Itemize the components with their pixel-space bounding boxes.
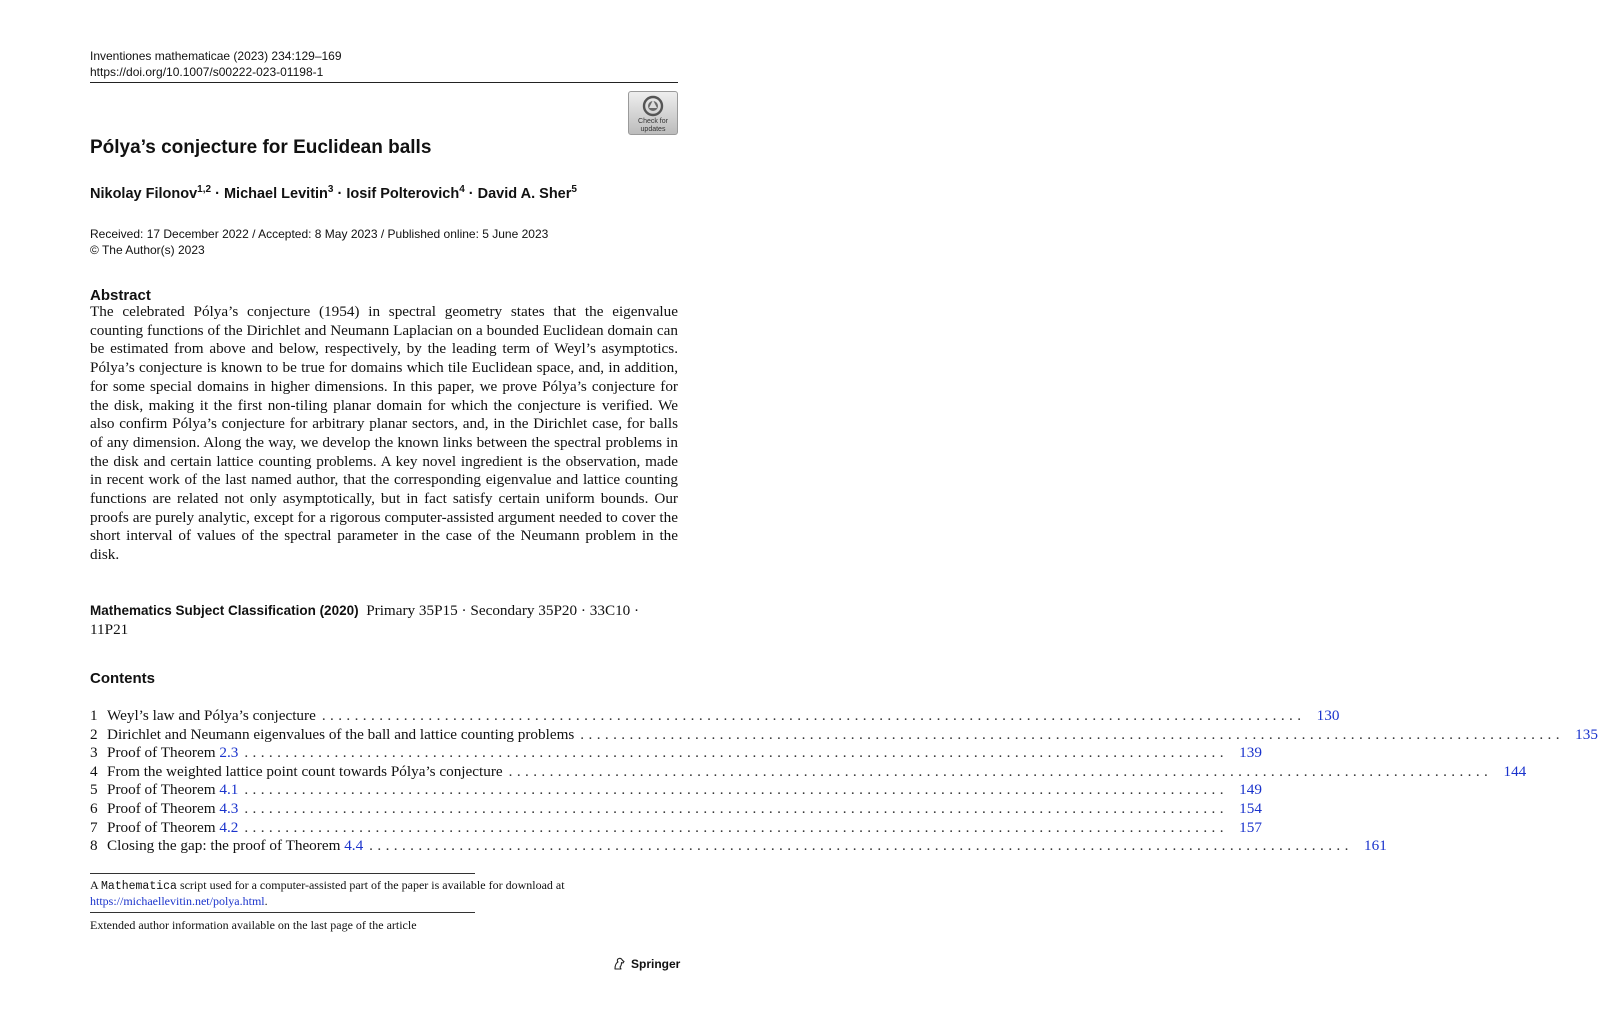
copyright-line: © The Author(s) 2023	[90, 243, 205, 257]
toc-title-text: Proof of Theorem	[107, 818, 220, 836]
toc-leader-dots: ........................................................................................................................	[244, 781, 1228, 799]
toc-number: 7	[90, 818, 98, 836]
toc-title-text: Dirichlet and Neumann eigenvalues of the ball and lattice counting problems	[107, 725, 575, 743]
toc-leader-dots: ........................................................................................................................	[369, 837, 1353, 855]
publication-dates	[90, 226, 548, 258]
theorem-ref-link[interactable]: 4.3	[219, 799, 239, 817]
springer-horse-icon	[612, 957, 626, 971]
toc-page-link[interactable]: 139	[1239, 744, 1262, 762]
theorem-ref-link[interactable]: 2.3	[219, 744, 239, 762]
author-name[interactable]: David A. Sher	[477, 185, 572, 202]
doi-link[interactable]: https://doi.org/10.1007/s00222-023-01198-1	[90, 65, 324, 79]
footnote-prefix: A	[90, 878, 102, 892]
toc-page-link[interactable]: 157	[1239, 818, 1262, 836]
toc-number: 1	[90, 707, 98, 724]
toc-title	[107, 819, 238, 838]
toc-title-text: Proof of Theorem	[107, 744, 220, 762]
toc-number: 5	[90, 781, 98, 799]
badge-label-2: updates	[640, 126, 666, 133]
toc-leader-dots: ........................................................................................................................	[244, 818, 1228, 836]
toc-page-link[interactable]: 154	[1239, 799, 1262, 817]
author-affiliation: 3	[327, 184, 334, 195]
toc-title	[107, 837, 363, 856]
subject-classification	[90, 601, 678, 639]
toc-number: 6	[90, 799, 98, 817]
paper-title: Pólya’s conjecture for Euclidean balls	[90, 137, 432, 158]
author-name[interactable]: Michael Levitin	[223, 185, 328, 202]
author-affiliation: 1,2	[197, 184, 212, 195]
toc-page-link[interactable]: 144	[1503, 762, 1527, 780]
author-name[interactable]: Nikolay Filonov	[90, 185, 198, 202]
author-list	[90, 184, 577, 202]
toc-title-text: Proof of Theorem	[107, 781, 220, 799]
author-separator: ·	[464, 185, 478, 202]
author-name[interactable]: Iosif Polterovich	[346, 185, 460, 202]
toc-page-link[interactable]: 130	[1316, 707, 1340, 724]
toc-number: 2	[90, 725, 98, 743]
toc-leader-dots: ........................................................................................................................	[321, 707, 1306, 724]
theorem-ref-link[interactable]: 4.4	[344, 837, 364, 855]
journal-citation: Inventiones mathematicae (2023) 234:129–169	[90, 49, 342, 63]
toc-title	[107, 781, 238, 800]
history-line: Received: 17 December 2022 / Accepted: 8 May 2023 / Published online: 5 June 2023	[90, 227, 549, 241]
toc-title	[107, 726, 574, 745]
toc-page-link[interactable]: 135	[1575, 725, 1598, 743]
toc-title-text: Closing the gap: the proof of Theorem	[107, 837, 345, 855]
toc-page-link[interactable]: 161	[1364, 837, 1387, 855]
header-rule	[90, 82, 678, 83]
author-separator: ·	[333, 185, 347, 202]
toc-entry[interactable]	[90, 707, 1340, 726]
author-affiliation: 5	[571, 184, 577, 195]
toc-leader-dots: ........................................................................................................................	[508, 762, 1493, 780]
toc-entry[interactable]	[90, 799, 1262, 819]
toc-entry[interactable]	[90, 837, 1387, 856]
toc-title	[107, 707, 316, 726]
footnote-suffix: .	[264, 894, 268, 908]
author-affiliation: 4	[459, 184, 465, 195]
badge-label-1: Check for	[638, 118, 668, 125]
toc-leader-dots: ........................................................................................................................	[580, 725, 1564, 743]
abstract-heading: Abstract	[90, 287, 151, 304]
toc-entry[interactable]	[90, 818, 1262, 838]
footnote-rule	[90, 912, 475, 913]
toc-leader-dots: ........................................................................................................................	[244, 799, 1228, 817]
theorem-ref-link[interactable]: 4.1	[219, 781, 239, 799]
toc-number: 3	[90, 744, 98, 762]
abstract-text: The celebrated Pólya’s conjecture (1954) in spectral geometry states that the eigenvalue counting functions of the Dirichlet and Neumann Laplacian on a bounded Euclidean domain can be estimated from above and below, respectively, by the leading term of Weyl’s asymptotics. Pólya’s conjecture is known to be true for domains which tile Euclidean space, and, in addition, for some special domains in higher dimensions. In this paper, we prove Pólya’s conjecture for the disk, making it the first non-tiling planar domain for which the conjecture is verified. We also confirm Pólya’s conjecture for arbitrary planar sectors, and, in the Dirichlet case, for balls of any dimension. Along the way, we develop the known links between the spectral problems in the disk and certain lattice counting problems. A key novel ingredient is the observation, made in recent work of the last named author, that the corresponding eigenvalue and lattice counting functions are related not only asymptotically, but in fact satisfy certain uniform bounds. Our proofs are purely analytic, except for a rigorous computer-assisted argument needed to cover the short interval of values of the spectral parameter in the case of the Neumann problem in the disk.	[90, 303, 678, 564]
table-of-contents	[90, 707, 1598, 856]
toc-entry[interactable]	[90, 762, 1527, 782]
script-download-link[interactable]: https://michaellevitin.net/polya.html	[90, 894, 265, 908]
toc-number: 8	[90, 837, 98, 855]
toc-title-text: Weyl’s law and Pólya’s conjecture	[107, 707, 316, 724]
msc-label: Mathematics Subject Classification (2020)	[90, 603, 359, 618]
footnote-text: script used for a computer-assisted part of the paper is available for download at	[176, 878, 565, 892]
contents-heading: Contents	[90, 670, 155, 687]
toc-leader-dots: ........................................................................................................................	[244, 744, 1228, 762]
toc-title-text: From the weighted lattice point count towards Pólya’s conjecture	[107, 762, 503, 780]
toc-entry[interactable]	[90, 744, 1262, 763]
footnote	[90, 878, 678, 909]
toc-number: 4	[90, 762, 98, 780]
footnote-rule	[90, 873, 475, 874]
toc-entry[interactable]	[90, 725, 1598, 745]
theorem-ref-link[interactable]: 4.2	[219, 818, 239, 836]
publisher-logo	[612, 957, 680, 971]
publisher-name: Springer	[631, 957, 681, 971]
extended-author-info: Extended author information available on the last page of the article	[90, 918, 417, 932]
toc-entry[interactable]	[90, 781, 1262, 800]
toc-title	[107, 763, 503, 782]
toc-title	[107, 800, 238, 819]
toc-title-text: Proof of Theorem	[107, 799, 220, 817]
toc-title	[107, 744, 238, 763]
crossmark-icon	[642, 95, 664, 117]
toc-page-link[interactable]: 149	[1239, 781, 1262, 799]
journal-header	[90, 48, 342, 80]
author-separator: ·	[211, 185, 224, 202]
check-for-updates-badge[interactable]	[628, 91, 678, 135]
software-name: Mathematica	[101, 880, 177, 893]
msc-codes: Primary 35P15 · Secondary 35P20 · 33C10 · 11P21	[90, 602, 640, 638]
